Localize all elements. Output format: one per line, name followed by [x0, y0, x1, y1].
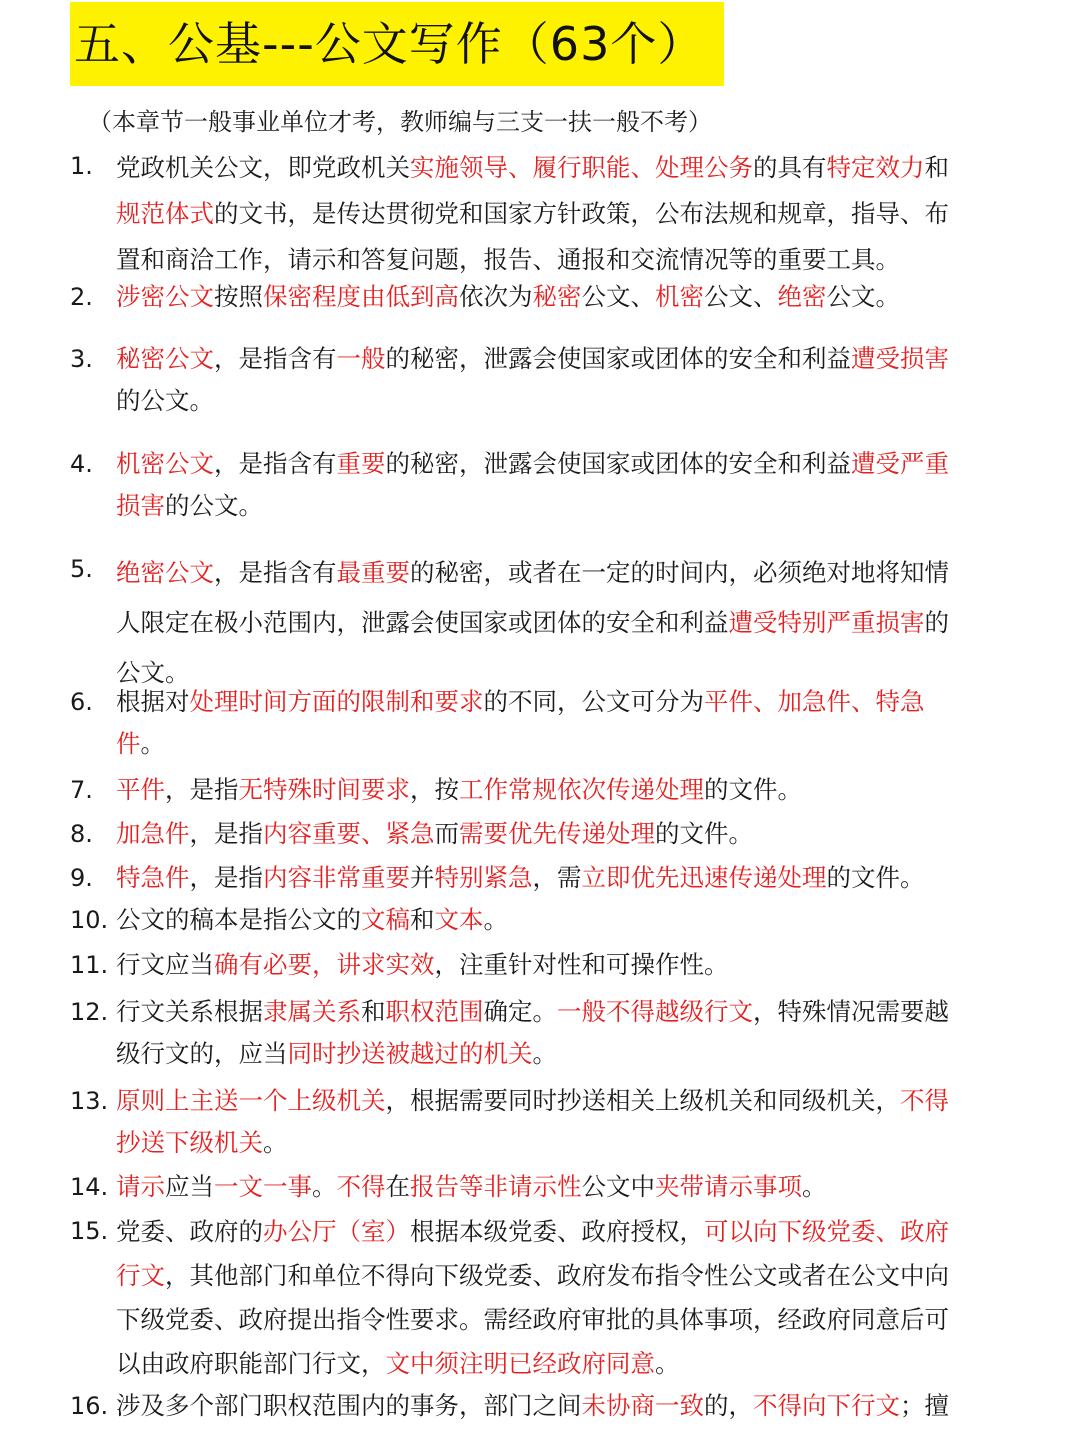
text-line [116, 443, 996, 485]
emphasized-text: 秘密 [532, 282, 582, 311]
emphasized-text: 遭受损害 [851, 344, 949, 373]
item-number: 11. [70, 951, 109, 979]
plain-text: ，是指 [189, 863, 263, 892]
plain-text: 并 [410, 863, 435, 892]
text-line [116, 380, 996, 422]
emphasized-text: 不得 [336, 1172, 386, 1201]
plain-text: ，注重针对性和可操作性。 [434, 950, 729, 979]
text-line [116, 1342, 996, 1386]
text-line [116, 813, 996, 855]
item-text [116, 857, 996, 899]
emphasized-text: 未协商一致 [581, 1391, 704, 1420]
plain-text: 行文关系根据 [116, 997, 263, 1026]
item-number: 1. [70, 152, 93, 180]
plain-text: 的文件。 [826, 863, 925, 892]
text-line [116, 991, 996, 1033]
emphasized-text: 实施领导、履行职能、处理公务 [410, 153, 753, 182]
emphasized-text: 文本 [434, 905, 484, 934]
plain-text: 。 [532, 1039, 557, 1068]
chapter-note: （本章节一般事业单位才考，教师编与三支一扶一般不考） [88, 108, 712, 136]
plain-text: 确定。 [483, 997, 557, 1026]
plain-text: 。 [483, 905, 508, 934]
emphasized-text: 处理时间方面的限制和要求 [189, 687, 484, 716]
plain-text: 和 [410, 905, 435, 934]
item-text [116, 991, 996, 1075]
text-line [116, 276, 996, 318]
item-number: 14. [70, 1173, 109, 1201]
emphasized-text: 加急件 [116, 819, 190, 848]
item-text [116, 769, 996, 811]
emphasized-text: 夹带请示事项 [655, 1172, 802, 1201]
plain-text: 。 [312, 1172, 337, 1201]
plain-text: ，是指 [165, 775, 239, 804]
emphasized-text: 需要优先传递处理 [459, 819, 655, 848]
plain-text: 在 [385, 1172, 410, 1201]
plain-text: ，其他部门和单位不得向下级党委、政府发布指令性公文或者在公文中向 [165, 1261, 949, 1290]
plain-text: ，是指含有 [214, 558, 337, 587]
plain-text: 人限定在极小范围内，泄露会使国家或团体的安全和利益 [116, 608, 729, 637]
item-number: 13. [70, 1087, 109, 1115]
plain-text: 行文应当 [116, 950, 214, 979]
emphasized-text: 文稿 [361, 905, 410, 934]
item-number: 3. [70, 345, 93, 373]
plain-text: 和 [924, 153, 949, 182]
emphasized-text: 绝密公文 [116, 558, 214, 587]
item-number: 16. [70, 1392, 109, 1420]
plain-text: 的具有 [753, 153, 827, 182]
emphasized-text: 一般不得越级行文 [557, 997, 753, 1026]
plain-text: ，根据需要同时抄送相关上级机关和同级机关， [385, 1086, 900, 1115]
text-line [116, 899, 996, 941]
plain-text: 置和商洽工作，请示和答复问题，报告、通报和交流情况等的重要工具。 [116, 245, 900, 274]
plain-text: 涉及多个部门职权范围内的事务，部门之间 [116, 1391, 582, 1420]
text-line [116, 145, 996, 191]
plain-text: 的公文。 [165, 491, 263, 520]
text-line [116, 1298, 996, 1342]
text-line [116, 598, 996, 648]
item-number: 9. [70, 864, 93, 892]
plain-text: 党委、政府的 [116, 1217, 263, 1246]
item-number: 8. [70, 820, 93, 848]
plain-text: 。 [802, 1172, 827, 1201]
plain-text: 的公文。 [116, 386, 214, 415]
item-text [116, 1385, 996, 1427]
text-line [116, 944, 996, 986]
emphasized-text: 件 [116, 729, 141, 758]
plain-text: 依次为 [459, 282, 533, 311]
emphasized-text: 不得 [900, 1086, 949, 1115]
plain-text: 公文、 [581, 282, 655, 311]
plain-text: 公文。 [826, 282, 900, 311]
plain-text: 按照 [214, 282, 263, 311]
text-line [116, 1210, 996, 1254]
item-text [116, 548, 996, 698]
item-number: 5. [70, 555, 93, 583]
item-text [116, 338, 996, 422]
emphasized-text: 抄送下级机关 [116, 1128, 263, 1157]
item-text [116, 1166, 996, 1208]
plain-text: 应当 [165, 1172, 214, 1201]
emphasized-text: 内容非常重要 [263, 863, 410, 892]
plain-text: 的秘密，或者在一定的时间内，必须绝对地将知情 [410, 558, 949, 587]
emphasized-text: 特别紧急 [434, 863, 533, 892]
emphasized-text: 可以向下级党委、政府 [704, 1217, 949, 1246]
text-line [116, 1122, 996, 1164]
emphasized-text: 特定效力 [826, 153, 925, 182]
emphasized-text: 最重要 [336, 558, 410, 587]
emphasized-text: 工作常规依次传递处理 [459, 775, 704, 804]
plain-text: 的 [924, 608, 949, 637]
emphasized-text: 保密程度由低到高 [263, 282, 459, 311]
plain-text: 的秘密，泄露会使国家或团体的安全和利益 [385, 344, 851, 373]
text-line [116, 723, 996, 765]
plain-text: 党政机关公文，即党政机关 [116, 153, 410, 182]
text-line [116, 485, 996, 527]
emphasized-text: 原则上主送一个上级机关 [116, 1086, 386, 1115]
emphasized-text: 办公厅（室） [263, 1217, 410, 1246]
plain-text: 的， [704, 1391, 753, 1420]
item-number: 7. [70, 776, 93, 804]
plain-text: 。 [263, 1128, 288, 1157]
text-line [116, 1385, 996, 1427]
page-title: 五、公基---公文写作（63个） [74, 17, 705, 71]
item-number: 6. [70, 688, 93, 716]
text-line [116, 857, 996, 899]
item-text [116, 944, 996, 986]
plain-text: 公文。 [116, 658, 190, 687]
emphasized-text: 行文 [116, 1261, 165, 1290]
plain-text: 。 [140, 729, 165, 758]
emphasized-text: 一文一事 [214, 1172, 312, 1201]
item-text [116, 813, 996, 855]
item-number: 4. [70, 450, 93, 478]
plain-text: 级行文的，应当 [116, 1039, 288, 1068]
emphasized-text: 秘密公文 [116, 344, 214, 373]
text-line [116, 681, 996, 723]
text-line [116, 548, 996, 598]
emphasized-text: 机密公文 [116, 449, 214, 478]
plain-text: 的秘密，泄露会使国家或团体的安全和利益 [385, 449, 851, 478]
item-text [116, 145, 996, 283]
text-line [116, 1033, 996, 1075]
plain-text: ，是指含有 [214, 449, 337, 478]
emphasized-text: 特急件 [116, 863, 190, 892]
text-line [116, 769, 996, 811]
emphasized-text: 无特殊时间要求 [238, 775, 410, 804]
item-number: 15. [70, 1217, 109, 1245]
plain-text: 根据本级党委、政府授权， [410, 1217, 704, 1246]
plain-text: 的文书，是传达贯彻党和国家方针政策，公布法规和规章，指导、布 [214, 199, 949, 228]
emphasized-text: 隶属关系 [263, 997, 361, 1026]
plain-text: ，是指含有 [214, 344, 337, 373]
emphasized-text: 同时抄送被越过的机关 [287, 1039, 533, 1068]
text-line [116, 1080, 996, 1122]
plain-text: 公文、 [704, 282, 778, 311]
plain-text: ；擅 [900, 1391, 949, 1420]
emphasized-text: 涉密公文 [116, 282, 214, 311]
emphasized-text: 遭受严重 [851, 449, 949, 478]
plain-text: 的文件。 [704, 775, 802, 804]
item-text [116, 1080, 996, 1164]
item-text [116, 1210, 996, 1386]
text-line [116, 338, 996, 380]
emphasized-text: 立即优先迅速传递处理 [581, 863, 827, 892]
plain-text: 。 [655, 1349, 680, 1378]
emphasized-text: 规范体式 [116, 199, 214, 228]
emphasized-text: 绝密 [777, 282, 827, 311]
plain-text: 和 [361, 997, 386, 1026]
plain-text: ，特殊情况需要越 [753, 997, 949, 1026]
item-number: 2. [70, 283, 93, 311]
item-text [116, 681, 996, 765]
emphasized-text: 平件、加急件、特急 [704, 687, 925, 716]
emphasized-text: 文中须注明已经政府同意 [385, 1349, 655, 1378]
emphasized-text: 遭受特别严重损害 [728, 608, 925, 637]
emphasized-text: 损害 [116, 491, 165, 520]
emphasized-text: 请示 [116, 1172, 165, 1201]
item-number: 12. [70, 998, 109, 1026]
emphasized-text: 平件 [116, 775, 165, 804]
plain-text: 以由政府职能部门行文， [116, 1349, 386, 1378]
item-number: 10. [70, 906, 109, 934]
plain-text: 公文中 [581, 1172, 655, 1201]
plain-text: ，按 [410, 775, 459, 804]
emphasized-text: 不得向下行文 [753, 1391, 900, 1420]
text-line [116, 1254, 996, 1298]
item-text [116, 276, 996, 318]
emphasized-text: 重要 [336, 449, 386, 478]
emphasized-text: 确有必要，讲求实效 [214, 950, 435, 979]
plain-text: 公文的稿本是指公文的 [116, 905, 361, 934]
text-line [116, 1166, 996, 1208]
plain-text: ，需 [532, 863, 582, 892]
emphasized-text: 报告等非请示性 [410, 1172, 582, 1201]
item-text [116, 899, 996, 941]
plain-text: 的不同，公文可分为 [483, 687, 704, 716]
text-line [116, 191, 996, 237]
item-text [116, 443, 996, 527]
emphasized-text: 机密 [655, 282, 704, 311]
emphasized-text: 一般 [336, 344, 386, 373]
plain-text: 下级党委、政府提出指令性要求。需经政府审批的具体事项，经政府同意后可 [116, 1305, 949, 1334]
emphasized-text: 内容重要、紧急 [263, 819, 435, 848]
plain-text: 的文件。 [655, 819, 753, 848]
emphasized-text: 职权范围 [385, 997, 484, 1026]
plain-text: 而 [434, 819, 459, 848]
plain-text: ，是指 [189, 819, 263, 848]
plain-text: 根据对 [116, 687, 190, 716]
